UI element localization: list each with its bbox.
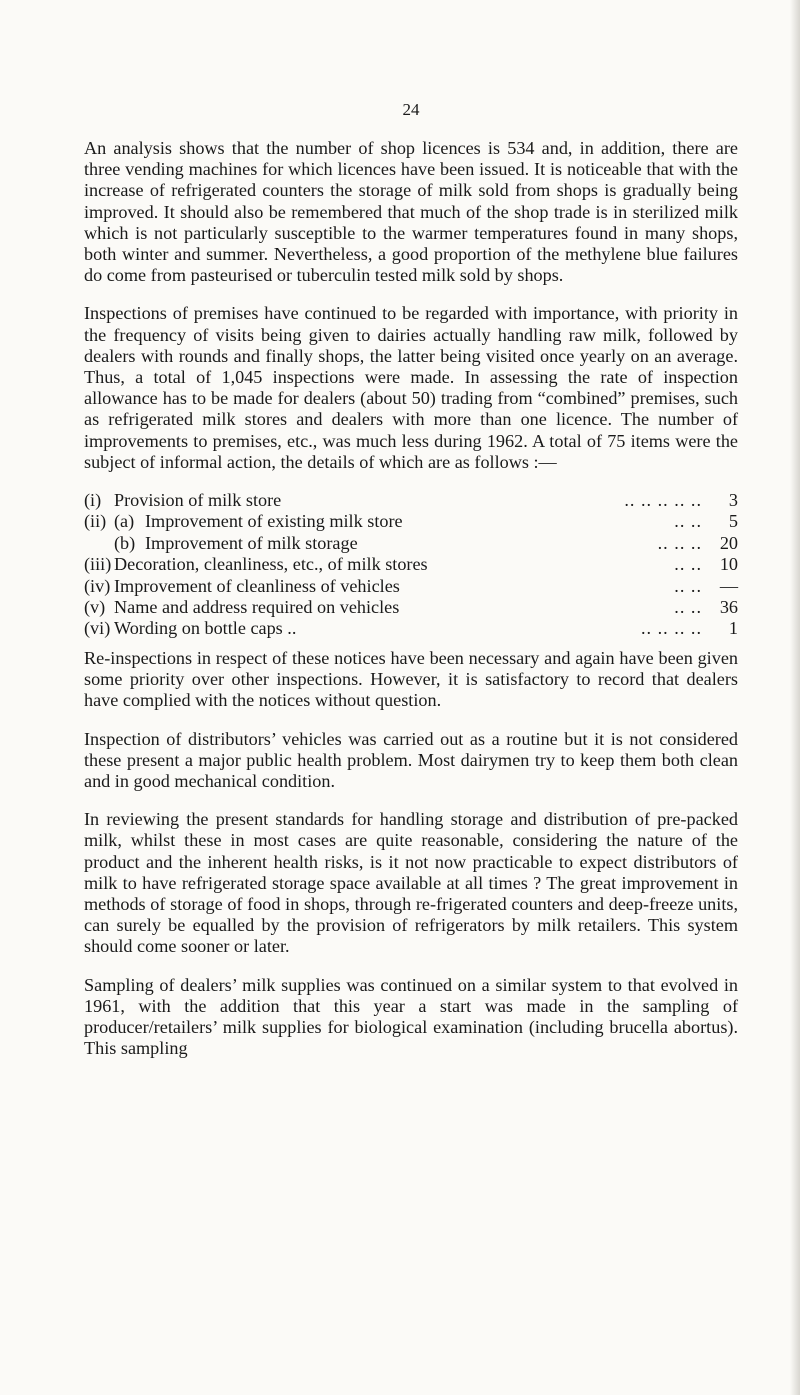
list-item (84, 597, 738, 618)
item-value: 3 (728, 490, 738, 511)
list-item (84, 618, 738, 639)
informal-action-list (84, 490, 738, 640)
item-label: Improvement of cleanliness of vehicles (114, 575, 400, 596)
item-number: (ii) (84, 511, 107, 532)
item-value: 1 (728, 618, 738, 639)
item-number: (iv) (84, 575, 111, 596)
item-label: Improvement of milk storage (145, 532, 358, 553)
document-page (84, 100, 738, 1076)
item-leader-dots: .. .. .. .. .. (624, 490, 702, 511)
item-leader-dots: .. .. .. .. (640, 618, 702, 639)
item-number: (vi) (84, 618, 111, 639)
paragraph-standards-review: In reviewing the present standards for handling storage and distribution of pre-packed milk, whilst these in most cases are quite reasonable, considering the nature of the product and the inherent health risks, is it not now practicable to expect distributors of milk to have refrigerated storage space available at all times ? The great improvement in methods of storage of food in shops, through re-frigerated counters and deep-freeze units, can surely be equalled by the provision of refrigerators by milk retailers. This system should come sooner or later. (84, 809, 738, 957)
item-number: (v) (84, 597, 106, 618)
item-label: Wording on bottle caps .. (114, 618, 297, 639)
page-edge-shadow (790, 0, 800, 1395)
item-leader-dots: .. .. (674, 597, 702, 618)
item-label: Improvement of existing milk store (145, 511, 403, 532)
item-leader-dots: .. .. (674, 575, 702, 596)
paragraph-inspections: Inspections of premises have continued to be regarded with importance, with priority in the frequency of visits being given to dairies actually handling raw milk, followed by dealers with rounds and finally shops, the latter being visited once yearly on an average. Thus, a total of 1,045 inspections were made. In assessing the rate of inspection allowance has to be made for dealers (about 50) trading from “combined” premises, such as refrigerated milk stores and dealers with more than one licence. The number of improvements to premises, etc., was much less during 1962. A total of 75 items were the subject of informal action, the details of which are as follows :— (84, 303, 738, 472)
list-item (84, 490, 738, 511)
item-number: (i) (84, 490, 102, 511)
item-subletter: (b) (114, 532, 136, 553)
list-item (84, 533, 738, 554)
item-number: (iii) (84, 554, 112, 575)
paragraph-vehicle-inspection: Inspection of distributors’ vehicles was carried out as a routine but it is not considered these present a major public health problem. Most dairymen try to keep them both clean and in good mechanical condition. (84, 728, 738, 791)
paragraph-reinspections: Re-inspections in respect of these notices have been necessary and again have been given some priority over other inspections. However, it is satisfactory to record that dealers have complied with the notices without question. (84, 647, 738, 711)
paragraph-sampling: Sampling of dealers’ milk supplies was continued on a similar system to that evolved in 1961, with the addition that this year a start was made in the sampling of producer/retailers’ milk supplies for biological examination (including brucella abortus). This sampling (84, 974, 738, 1059)
item-value: 5 (728, 511, 738, 532)
item-label: Provision of milk store (114, 490, 282, 511)
list-item (84, 554, 738, 575)
item-value: 20 (719, 532, 738, 553)
paragraph-shop-licences: An analysis shows that the number of shop licences is 534 and, in addition, there are three vending machines for which licences have been issued. It is noticeable that with the increase of refrigerated counters the storage of milk sold from shops is gradually being improved. It should also be remembered that much of the shop trade is in sterilized milk which is not particularly susceptible to the warmer temperatures found in many shops, both winter and summer. Nevertheless, a good proportion of the methylene blue failures do come from pasteurised or tuberculin tested milk sold by shops. (84, 138, 738, 286)
item-leader-dots: .. .. (674, 554, 702, 575)
item-leader-dots: .. .. .. (657, 532, 702, 553)
item-label: Name and address required on vehicles (114, 597, 400, 618)
item-value: 36 (719, 597, 738, 618)
item-leader-dots: .. .. (674, 511, 702, 532)
item-value: — (719, 575, 738, 596)
item-label: Decoration, cleanliness, etc., of milk stores (114, 554, 428, 575)
item-value: 10 (719, 554, 738, 575)
list-item (84, 576, 738, 597)
page-number: 24 (402, 100, 420, 119)
item-subletter: (a) (114, 511, 135, 532)
list-item (84, 511, 738, 532)
